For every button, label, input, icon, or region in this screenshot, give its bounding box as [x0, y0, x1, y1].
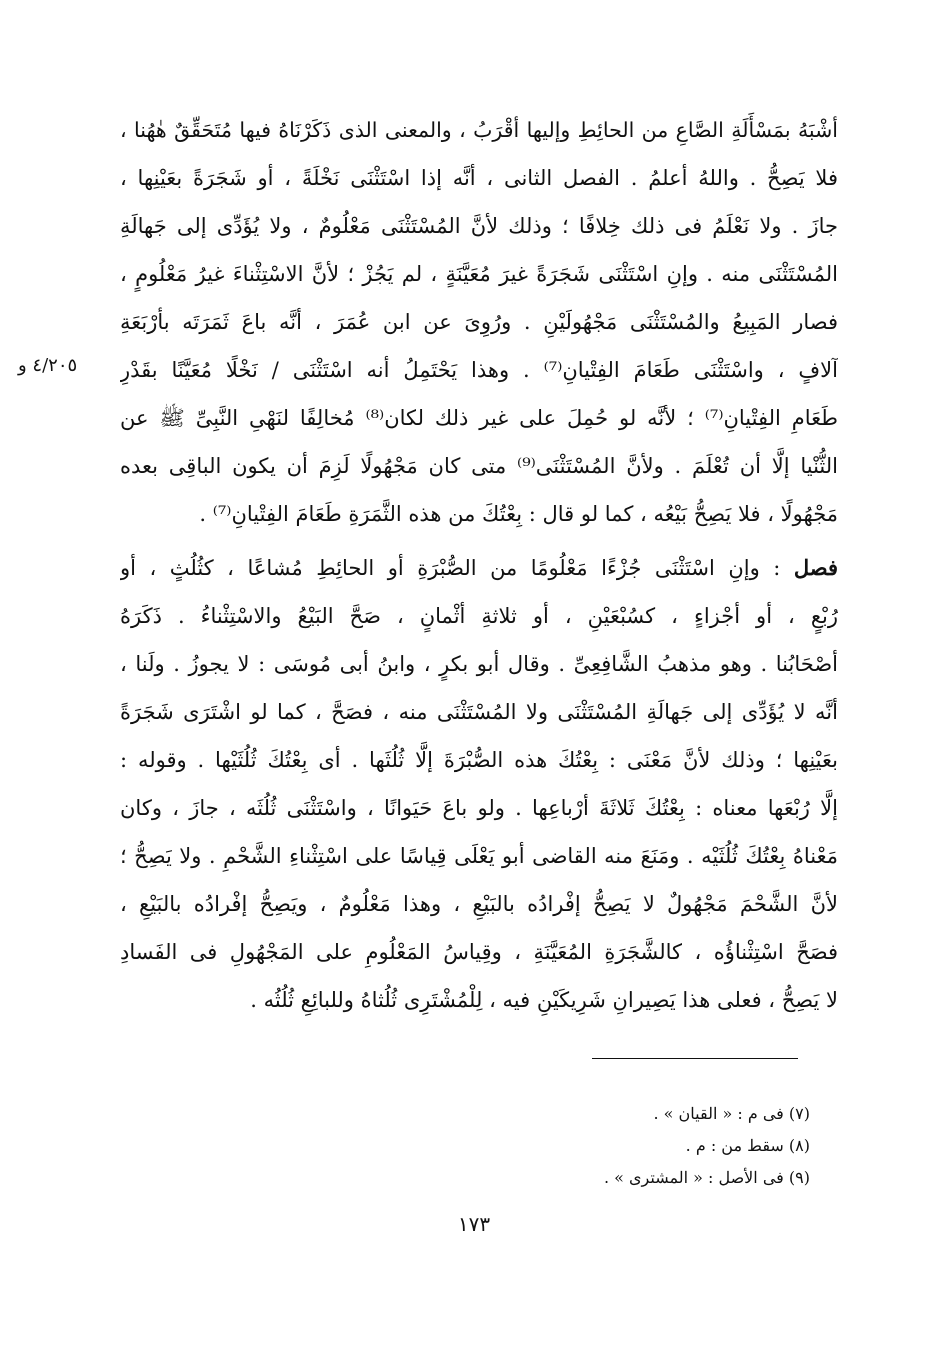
text-line: أشْبَهُ بمَسْأَلَةِ الصَّاعِ من الحائِطِ وإليها أقْرَبُ ، والمعنى الذى ذَكَرْنَاهُ فيها مُتَحَقِّقٌ هٰهُنا ،	[120, 118, 838, 142]
text-line: أنَّه لا يُؤَدِّى إلى جَهالَةِ المُسْتَثْنَى ولا المُسْتَثْنَى منه ، فصَحَّ ، كما لو اشْتَرَى شَجَرَةً	[120, 700, 838, 724]
text-line: إلَّا رُبْعَها معناه : بِعْتُكَ ثَلاثَةَ أرْباعِها . ولو باعَ حَيَوانًا ، واسْتَثْنَى ثُلُثَه ، جازَ ، وكان	[120, 796, 838, 820]
text-line	[120, 544, 838, 592]
text-span: : وإنِ اسْتَثْنَى جُزْءًا مَعْلُومًا من الصُّبْرَةِ أو الحائِطِ مُشاعًا ، كثُلُثٍ ، أو	[120, 556, 781, 580]
text-line: المُسْتَثْنَى منه . وإنِ اسْتَثْنَى شَجَرَةً غيرَ مُعَيَّنَةٍ ، لم يَجُزْ ؛ لأنَّ الاسْتِثْناءَ غيرُ مَعْلُومٍ ،	[120, 262, 838, 286]
section-heading-word: فصل	[793, 555, 838, 580]
text-line: بعَيْنِها ؛ وذلك لأنَّ مَعْنَى : بِعْتُكَ هذه الصُّبْرَةَ إلَّا ثُلُثَها . أى بِعْتُكَ ثُلُثَيْها . وقوله :	[120, 748, 838, 772]
paragraph-2	[120, 544, 838, 1024]
text-line: فلا يَصِحُّ . واللهُ أعلمُ . الفصل الثانى ، أنَّه إذا اسْتَثْنَى نَخْلَةً ، أو شَجَرَةً بعَيْنِها ،	[120, 166, 838, 190]
margin-reference: ٤/٢٠٥ و	[18, 355, 78, 376]
text-line: مَجْهُولًا ، فلا يَصِحُّ بَيْعُه ، كما لو قال : بِعْتُكَ من هذه الثَّمَرَةِ طَعَامَ الفِتْيانِ⁽⁷⁾ .	[199, 502, 838, 526]
footnote-divider	[592, 1058, 798, 1059]
text-line: أصْحَابُنا . وهو مذهبُ الشَّافِعِىِّ . وقال أبو بكرٍ ، وابنُ أبى مُوسَى : لا يجوزُ . ولَنا ،	[120, 652, 838, 676]
footnote: (٨) سقط من : م .	[685, 1136, 810, 1155]
page-number: ١٧٣	[457, 1212, 491, 1236]
text-line: مَعْناهُ بِعْتُكَ ثُلُثَيْه . ومَنَعَ منه القاضى أبو يَعْلَى قِياسًا على اسْتِثْناءِ الشَّحْمِ . ولا يَصِحُّ ؛	[120, 844, 838, 868]
text-line: فصَحَّ اسْتِثْناؤُه ، كالشَّجَرَةِ المُعَيَّنَةِ ، وقِياسُ المَعْلُومِ على المَجْهُولِ فى الفَسادِ	[120, 940, 838, 964]
text-line: فصار المَبِيعُ والمُسْتَثْنَى مَجْهُولَيْنِ . ورُوِىَ عن ابن عُمَرَ ، أنَّه باعَ ثَمَرَتَه بأرْبَعَةِ	[120, 310, 838, 334]
footnotes	[420, 1098, 810, 1194]
footnote: (٧) فى م : « القيان » .	[653, 1104, 810, 1123]
text-line: لأنَّ الشَّحْمَ مَجْهُولٌ لا يَصِحُّ إفْرادُه بالبَيْعِ ، وهذا مَعْلُومٌ ، ويَصِحُّ إفْرادُه بالبَيْعِ ،	[120, 892, 838, 916]
text-line: لا يَصِحُّ ، فعلى هذا يَصِيرانِ شَرِيكَيْنِ فيه ، لِلْمُشْتَرِى ثُلُثاهُ وللبائِعِ ثُلُثُه .	[250, 988, 838, 1012]
text-line: آلافٍ ، واسْتَثْنَى طَعَامَ الفِتْيانِ⁽⁷⁾ . وهذا يَحْتَمِلُ أنه اسْتَثْنَى / نَخْلًا مُعَيَّنًا بقَدْرِ	[120, 358, 838, 382]
text-line: طَعَامِ الفِتْيانِ⁽⁷⁾ ؛ لأنَّه لو حُمِلَ على غير ذلك لكان⁽⁸⁾ مُخالِفًا لنَهْىِ النَّبِىِّ ﷺ عن	[120, 406, 838, 430]
text-line: الثُّنْيا إلَّا أن تُعْلَمَ . ولأنَّ المُسْتَثْنَى⁽⁹⁾ متى كان مَجْهُولًا لَزِمَ أن يكون الباقِى بعده	[120, 454, 838, 478]
paragraph-1	[120, 106, 838, 538]
text-line: رُبْعٍ ، أو أجْزاءٍ ، كسُبْعَيْنِ ، أو ثلاثةِ أثْمانٍ ، صَحَّ البَيْعُ والاسْتِثْناءُ . ذَكَرَهُ	[120, 604, 838, 628]
footnote: (٩) فى الأصل : « المشترى » .	[603, 1168, 810, 1187]
text-line: جازَ . ولا نَعْلَمُ فى ذلك خِلافًا ؛ وذلك لأنَّ المُسْتَثْنَى مَعْلُومٌ ، ولا يُؤَدِّى إلى جَهالَةِ	[120, 214, 838, 238]
